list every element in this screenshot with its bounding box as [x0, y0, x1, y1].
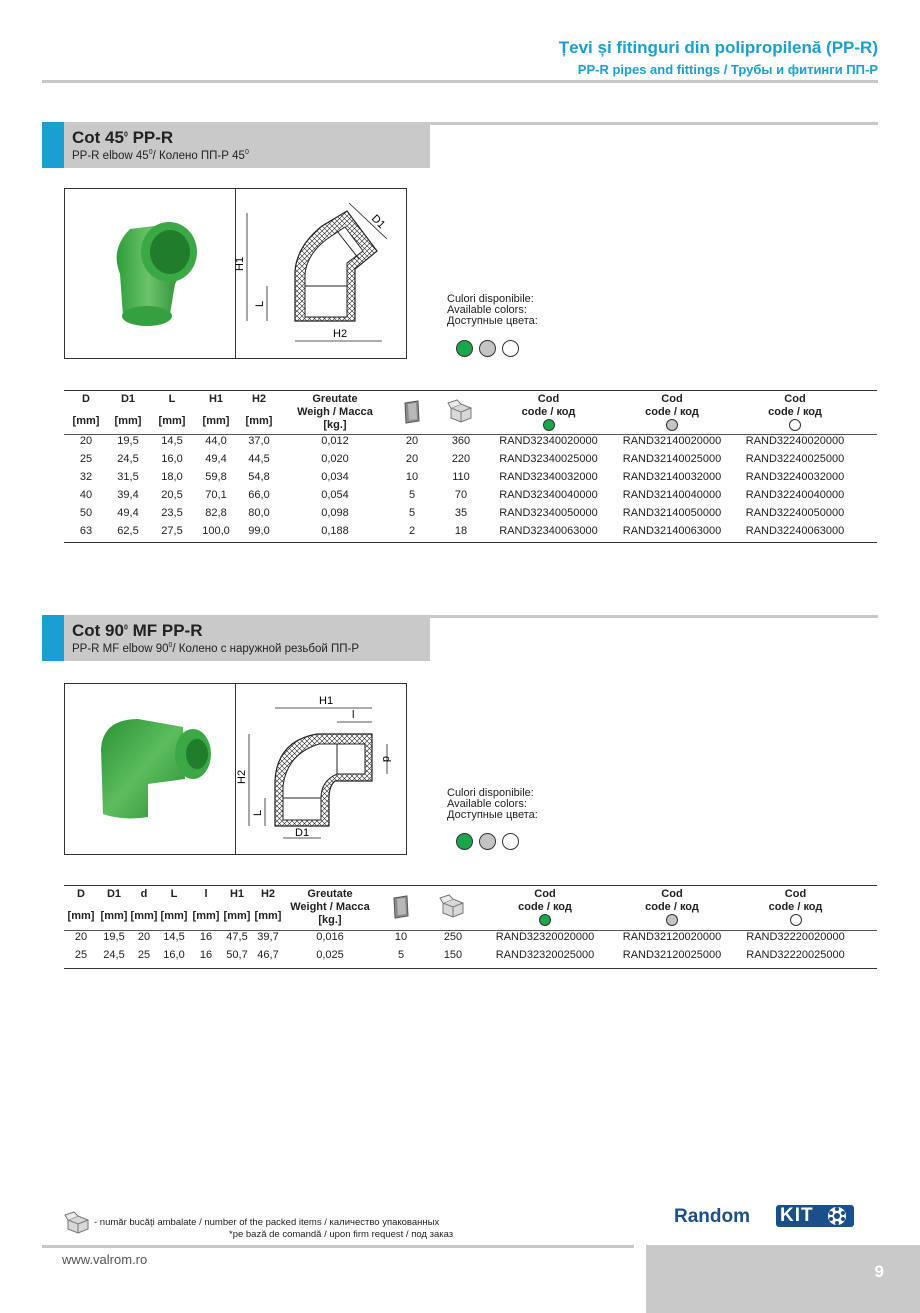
swatch-white — [502, 340, 519, 357]
table-cell: RAND32340040000 — [499, 489, 598, 501]
section2-accent — [42, 615, 64, 661]
label-l-small: l — [352, 709, 355, 721]
elbow45-photo — [95, 204, 210, 339]
table-cell: 47,5 — [226, 931, 248, 943]
table-cell: 99,0 — [248, 525, 270, 537]
table-cell: 18,0 — [161, 471, 183, 483]
section2-title: Cot $90^0$ MF PP-R — [72, 621, 203, 640]
section1-title-bar — [42, 122, 430, 168]
footnote-firm-request: *pe bază de comandă / upon firm request / под заказ — [229, 1229, 454, 1240]
table-cell: 0,016 — [316, 931, 344, 943]
table-cell: 20 — [74, 931, 88, 943]
table-cell: 0,012 — [321, 435, 349, 447]
table-cell: 16,0 — [163, 949, 185, 961]
code-dot-green — [543, 419, 555, 431]
table-cell: 16,0 — [161, 453, 183, 465]
section1-image-box — [64, 188, 407, 359]
table-cell: 20 — [405, 435, 419, 447]
swatch-grey — [479, 340, 496, 357]
footnote-packed-items: - număr bucăți ambalate / number of the packed items / каличество упакованных — [94, 1217, 440, 1228]
table-cell: 27,5 — [161, 525, 183, 537]
table-cell: 10 — [394, 931, 408, 943]
table-cell: 250 — [443, 931, 463, 943]
table-cell: 18 — [454, 525, 468, 537]
table-cell: RAND32220025000 — [746, 949, 845, 961]
table-cell: 66,0 — [248, 489, 270, 501]
image-divider — [235, 189, 236, 358]
table-cell: 360 — [451, 435, 471, 447]
table2-header-divider — [64, 930, 877, 931]
label-d1-90: D1 — [295, 827, 310, 839]
image-divider-2 — [235, 684, 236, 854]
section1-available-colors — [447, 294, 538, 327]
header-divider — [42, 80, 878, 83]
table-cell: RAND32340032000 — [499, 471, 598, 483]
page-header-title: Țevi și fitinguri din polipropilenă (PP-R) — [558, 38, 878, 57]
section2-available-colors — [447, 788, 538, 821]
colors-label-ro-2: Culori disponibile: — [447, 787, 534, 799]
code-dot-green-2 — [539, 914, 551, 926]
section1-divider — [430, 122, 878, 125]
label-h2-90: H2 — [236, 769, 248, 784]
table-cell: RAND32140063000 — [622, 525, 722, 537]
table-cell: 23,5 — [161, 507, 183, 519]
footer-divider — [42, 1245, 634, 1248]
footer-url[interactable]: www.valrom.ro — [62, 1252, 148, 1267]
table-cell: 80,0 — [248, 507, 270, 519]
code-dot-white-2 — [790, 914, 802, 926]
bag-icon-2 — [376, 888, 426, 928]
table-cell: 25 — [74, 949, 88, 961]
table-cell: 20 — [137, 931, 151, 943]
label-d1: D1 — [368, 212, 388, 232]
table-cell: RAND32140050000 — [622, 507, 722, 519]
table-row — [64, 450, 857, 468]
table-cell: 5 — [408, 489, 416, 501]
table-cell: 20,5 — [161, 489, 183, 501]
table-cell: 2 — [408, 525, 416, 537]
table2-bottom-border — [64, 968, 877, 969]
section2-table — [64, 888, 857, 964]
page-header-subtitle: PP-R pipes and fittings / Трубы и фитинги ПП-Р — [577, 62, 878, 77]
table-cell: 16 — [199, 931, 213, 943]
table2-header-row: D [mm] D1 [mm] d [mm] L [mm] l [mm] H1 [mm] H2 [mm] Greutate Weight / Масса [kg.] Cod code / код Cod code / код Cod code / код — [67, 888, 823, 926]
swatch-grey-2 — [479, 833, 496, 850]
colors-label-ro: Culori disponibile: — [447, 293, 534, 305]
table-cell: 49,4 — [117, 507, 139, 519]
swatch-green — [456, 340, 473, 357]
section2-divider — [430, 615, 878, 618]
colors-label-en-2: Available colors: — [447, 798, 527, 810]
label-d: d — [380, 756, 392, 763]
table-cell: RAND32120025000 — [622, 949, 722, 961]
label-h1-90: H1 — [319, 695, 334, 707]
table-cell: 82,8 — [205, 507, 227, 519]
box-icon — [436, 393, 486, 432]
table-cell: 0,054 — [321, 489, 349, 501]
table-cell: RAND32240040000 — [745, 489, 845, 501]
table-cell: RAND32220020000 — [746, 931, 845, 943]
table-cell: 44,0 — [205, 435, 227, 447]
table1-top-border — [64, 390, 877, 391]
table1-header-divider — [64, 434, 877, 435]
table-cell: 20 — [405, 453, 419, 465]
table-cell: 50,7 — [226, 949, 248, 961]
table-cell: RAND32240020000 — [745, 435, 845, 447]
label-l: L — [254, 300, 266, 307]
colors-label-en: Available colors: — [447, 304, 527, 316]
section1-table — [64, 393, 857, 540]
table-cell: RAND32320025000 — [495, 949, 595, 961]
box-icon-2 — [426, 888, 480, 928]
swatch-white-2 — [502, 833, 519, 850]
table-cell: 25 — [137, 949, 151, 961]
table-cell: 16 — [199, 949, 213, 961]
table-cell: 62,5 — [117, 525, 139, 537]
table-cell: 20 — [79, 435, 93, 447]
table-cell: 31,5 — [117, 471, 139, 483]
table-cell: 39,4 — [117, 489, 139, 501]
table-cell: RAND32120020000 — [622, 931, 722, 943]
section2-title-bar — [42, 615, 430, 661]
table-cell: RAND32340063000 — [499, 525, 598, 537]
elbow90mf-drawing — [237, 686, 405, 852]
table-cell: RAND32240050000 — [745, 507, 845, 519]
label-h2: H2 — [333, 328, 348, 340]
table-row — [64, 522, 857, 540]
elbow45-drawing — [234, 191, 405, 356]
bag-icon — [388, 393, 436, 432]
table-cell: RAND32340020000 — [499, 435, 598, 447]
table-cell: 5 — [408, 507, 416, 519]
table-cell: 44,5 — [248, 453, 270, 465]
table-cell: 70,1 — [205, 489, 227, 501]
colors-label-ru: Доступные цвета: — [447, 315, 538, 327]
table-cell: 14,5 — [163, 931, 185, 943]
page-number: 9 — [874, 1262, 884, 1281]
table-cell: 35 — [454, 507, 468, 519]
table-cell: 39,7 — [257, 931, 279, 943]
table-cell: RAND32240025000 — [745, 453, 845, 465]
section1-title: Cot $45^0$ PP-R — [72, 128, 174, 147]
table-cell: RAND32140020000 — [622, 435, 722, 447]
table-cell: 32 — [79, 471, 93, 483]
section2-subtitle: PP-R MF elbow $90^0/$ Колено с наружной резьбой ПП-Р — [72, 642, 360, 655]
table-cell: 14,5 — [161, 435, 183, 447]
table-cell: RAND32140032000 — [622, 471, 722, 483]
table-cell: 110 — [452, 471, 470, 483]
code-dot-grey-2 — [666, 914, 678, 926]
colors-label-ru-2: Доступные цвета: — [447, 809, 538, 821]
table-cell: 70 — [454, 489, 468, 501]
code-dot-grey — [666, 419, 678, 431]
table-cell: 50 — [79, 507, 93, 519]
elbow90mf-photo — [93, 709, 218, 824]
label-h1: H1 — [234, 256, 246, 271]
table-cell: 54,8 — [248, 471, 270, 483]
table-cell: 100,0 — [202, 525, 230, 537]
table-row — [64, 486, 857, 504]
table1-bottom-border — [64, 542, 877, 543]
table-cell: 19,5 — [117, 435, 139, 447]
section1-accent — [42, 122, 64, 168]
table-cell: RAND32140025000 — [622, 453, 722, 465]
table-cell: 49,4 — [205, 453, 227, 465]
table-cell: 37,0 — [248, 435, 270, 447]
footnote-box-icon — [64, 1210, 92, 1234]
table-row — [64, 468, 857, 486]
table-cell: 150 — [443, 949, 463, 961]
logo-kit-text: KIT — [780, 1205, 814, 1226]
table-cell: 40 — [79, 489, 93, 501]
table-cell: 0,188 — [321, 525, 349, 537]
table-cell: RAND32240063000 — [745, 525, 845, 537]
table-cell: 59,8 — [205, 471, 227, 483]
table-cell: RAND32320020000 — [495, 931, 595, 943]
table-cell: 63 — [79, 525, 93, 537]
logo-pipe-icon — [820, 1204, 854, 1228]
randomkit-logo — [672, 1200, 862, 1232]
table-cell: 46,7 — [257, 949, 279, 961]
table1-header-row: D [mm] D1 [mm] L [mm] H1 [mm] H2 [mm] Greutate Weigh / Масса [kg.] Cod code / код Cod code / код Cod code / код — [72, 393, 822, 431]
table-cell: RAND32240032000 — [745, 471, 845, 483]
table2-top-border — [64, 885, 877, 886]
code-dot-white — [789, 419, 801, 431]
table-cell: 10 — [405, 471, 419, 483]
label-l-90: L — [252, 809, 264, 816]
table-row — [64, 946, 857, 964]
table-cell: 220 — [451, 453, 471, 465]
table-cell: 25 — [79, 453, 93, 465]
table-cell: RAND32340025000 — [499, 453, 598, 465]
swatch-green-2 — [456, 833, 473, 850]
section1-subtitle: PP-R elbow $45^0/$ Колено ПП-Р $45^0$ — [72, 149, 249, 162]
table-cell: 0,025 — [316, 949, 344, 961]
table-cell: 0,020 — [321, 453, 349, 465]
table-cell: 5 — [397, 949, 405, 961]
table-cell: 24,5 — [103, 949, 125, 961]
table-row — [64, 504, 857, 522]
section2-image-box — [64, 683, 407, 855]
logo-random-text: Random — [674, 1206, 750, 1227]
table-cell: 0,034 — [321, 471, 349, 483]
table-cell: 0,098 — [321, 507, 349, 519]
table-cell: RAND32340050000 — [499, 507, 598, 519]
table-cell: RAND32140040000 — [622, 489, 722, 501]
table-cell: 24,5 — [117, 453, 139, 465]
table-cell: 19,5 — [103, 931, 125, 943]
